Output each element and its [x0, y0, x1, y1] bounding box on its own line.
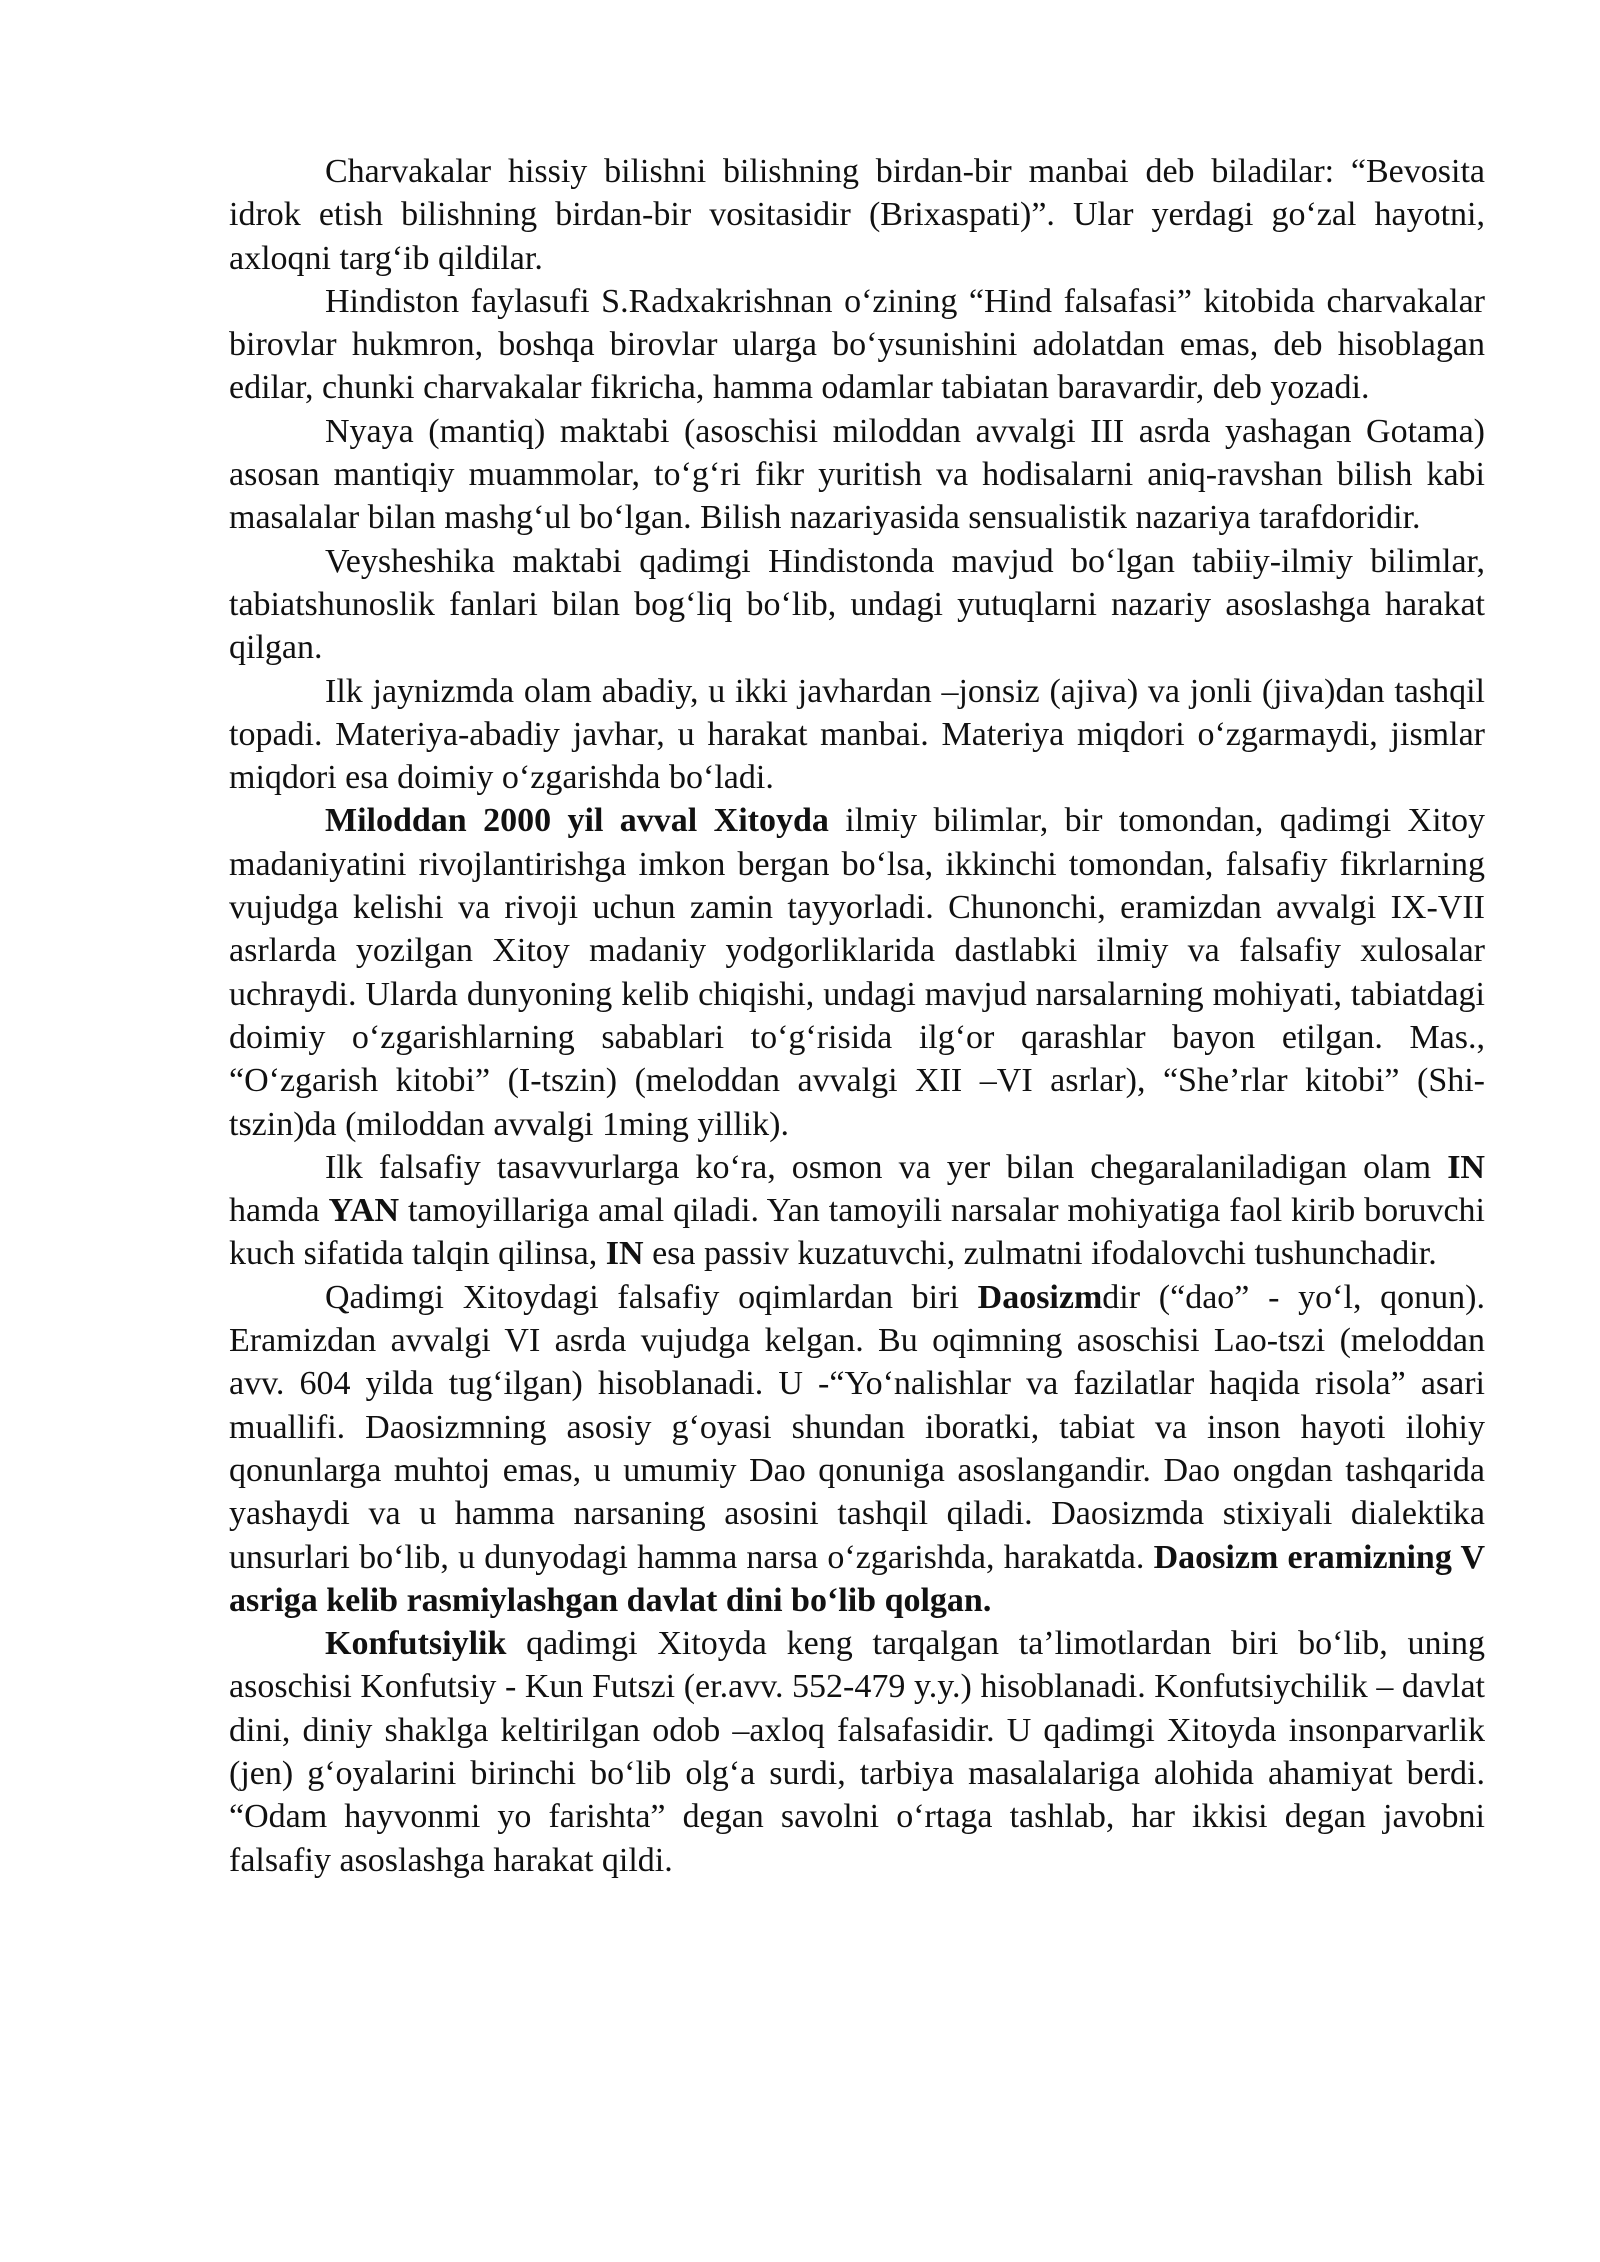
bold-text-run: YAN — [328, 1192, 400, 1230]
paragraph-radxakrishnan — [229, 280, 1485, 410]
text-run: Veysheshika maktabi qadimgi Hindistonda mavjud bo‘lgan tabiiy-ilmiy bilimlar, tabiatshunoslik fanlari bilan bog‘liq bo‘lib, undagi yutuqlarni nazariy asoslashga harakat qilgan. — [229, 542, 1485, 667]
text-run: Ilk jaynizmda olam abadiy, u ikki javhardan –jonsiz (ajiva) va jonli (jiva)dan tashqil topadi. Materiya-abadiy javhar, u harakat manbai. Materiya miqdori o‘zgarmaydi, jismlar miqdori esa doimiy o‘zgarishda bo‘ladi. — [229, 672, 1485, 797]
paragraph-konfutsiylik — [229, 1622, 1485, 1882]
bold-text-run: Daosizm eramizning V asriga kelib rasmiylashgan davlat dini bo‘lib qolgan. — [229, 1538, 1486, 1619]
paragraph-veysheshika — [229, 540, 1485, 670]
paragraph-nyaya — [229, 410, 1485, 540]
document-page — [229, 150, 1485, 1882]
bold-text-run: IN — [605, 1235, 644, 1273]
bold-text-run: Konfutsiylik — [325, 1625, 507, 1663]
text-run: esa passiv kuzatuvchi, zulmatni ifodalovchi tushunchadir. — [643, 1235, 1437, 1273]
paragraph-in-yan — [229, 1146, 1485, 1276]
text-run: Ilk falsafiy tasavvurlarga ko‘ra, osmon va yer bilan chegaralaniladigan olam — [325, 1148, 1448, 1186]
text-run: qadimgi Xitoyda keng tarqalgan ta’limotlardan biri bo‘lib, uning asoschisi Konfutsiy - Kun Futszi (er.avv. 552-479 y.y.) hisoblanadi. Konfutsiychilik – davlat dini, diniy shaklga keltirilgan odob –axloq falsafasidir. U qadimgi Xitoyda insonparvarlik (jen) g‘oyalarini birinchi bo‘lib olg‘a surdi, tarbiya masalalariga alohida ahamiyat berdi. “Odam hayvonmi yo farishta” degan savolni o‘rtaga tashlab, har ikkisi degan javobni falsafiy asoslashga harakat qildi. — [229, 1625, 1485, 1879]
text-run: tamoyillariga amal qiladi. Yan tamoyili narsalar mohiyatiga faol kirib boruvchi kuch sifatida talqin qilinsa, — [229, 1192, 1485, 1273]
bold-text-run: IN — [1447, 1148, 1485, 1186]
paragraph-charvakalar — [229, 150, 1485, 280]
text-run: hamda — [229, 1192, 329, 1230]
text-run: Qadimgi Xitoydagi falsafiy oqimlardan biri — [325, 1278, 978, 1316]
paragraph-daosizm — [229, 1276, 1485, 1622]
text-run: Nyaya (mantiq) maktabi (asoschisi miloddan avvalgi III asrda yashagan Gotama) asosan mantiqiy muammolar, to‘g‘ri fikr yuritish va hodisalarni aniq-ravshan bilish kabi masalalar bilan mashg‘ul bo‘lgan. Bilish nazariyasida sensualistik nazariya tarafdoridir. — [229, 412, 1485, 537]
text-run: Charvakalar hissiy bilishni bilishning birdan-bir manbai deb biladilar: “Bevosita idrok etish bilishning birdan-bir vositasidir (Brixaspati)”. Ular yerdagi go‘zal hayotni, axloqni targ‘ib qildilar. — [229, 153, 1485, 277]
text-run: Hindiston faylasufi S.Radxakrishnan o‘zining “Hind falsafasi” kitobida charvakalar birovlar hukmron, boshqa birovlar ularga bo‘ysunishini adolatdan emas, deb hisoblagan edilar, chunki charvakalar fikricha, hamma odamlar tabiatan baravardir, deb yozadi. — [229, 282, 1485, 407]
text-run: ilmiy bilimlar, bir tomondan, qadimgi Xitoy madaniyatini rivojlantirishga imkon bergan bo‘lsa, ikkinchi tomondan, falsafiy fikrlarning vujudga kelishi va rivoji uchun zamin tayyorladi. Chunonchi, eramizdan avvalgi IX-VII asrlarda yozilgan Xitoy madaniy yodgorliklarida dastlabki ilmiy va falsafiy xulosalar uchraydi. Ularda dunyoning kelib chiqishi, undagi mavjud narsalarning mohiyati, tabiatdagi doimiy o‘zgarishlarning sabablari to‘g‘risida ilg‘or qarashlar bayon etilgan. Mas., “O‘zgarish kitobi” (I-tszin) (meloddan avvalgi XII –VI asrlar), “She’rlar kitobi” (Shi-tszin)da (miloddan avvalgi 1ming yillik). — [229, 802, 1485, 1143]
bold-text-run: Miloddan 2000 yil avval Xitoyda — [325, 802, 829, 840]
paragraph-jaynizm — [229, 670, 1485, 800]
bold-text-run: Daosizm — [977, 1278, 1103, 1316]
paragraph-xitoy — [229, 799, 1485, 1145]
text-run: dir (“dao” - yo‘l, qonun). Eramizdan avvalgi VI asrda vujudga kelgan. Bu oqimning asoschisi Lao-tszi (meloddan avv. 604 yilda tug‘ilgan) hisoblanadi. U -“Yo‘nalishlar va fazilatlar haqida risola” asari muallifi. Daosizmning asosiy g‘oyasi shundan iboratki, tabiat va inson hayoti ilohiy qonunlarga muhtoj emas, u umumiy Dao qonuniga asoslangandir. Dao ongdan tashqarida yashaydi va u hamma narsaning asosini tashqil qiladi. Daosizmda stixiyali dialektika unsurlari bo‘lib, u dunyodagi hamma narsa o‘zgarishda, harakatda. — [229, 1278, 1485, 1576]
